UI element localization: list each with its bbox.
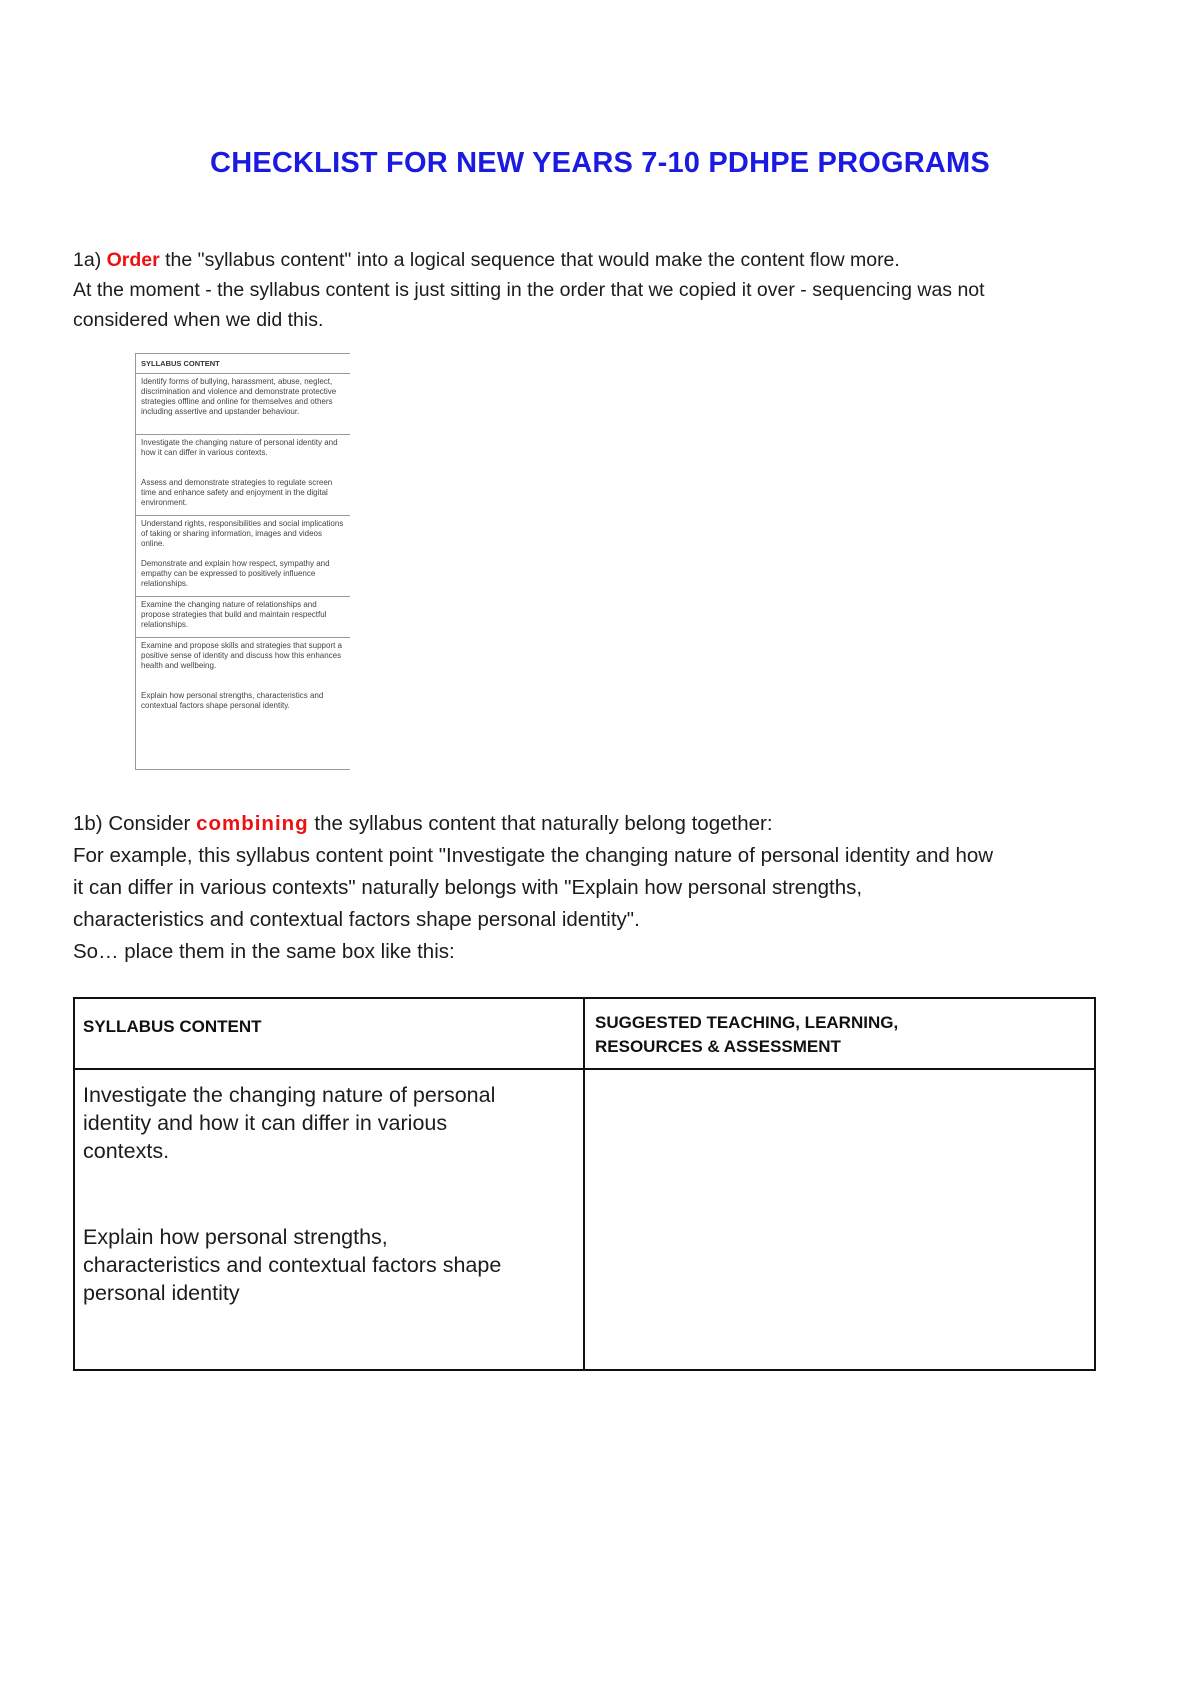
- section-1b-prefix: 1b) Consider: [73, 812, 197, 835]
- table-cell-line: personal identity: [83, 1281, 240, 1305]
- table-header-divider: [75, 1068, 1094, 1070]
- thumbnail-row: Understand rights, responsibilities and social implications of taking or sharing information, images and videos online.: [141, 519, 344, 548]
- document-title: CHECKLIST FOR NEW YEARS 7-10 PDHPE PROGRAMS: [210, 147, 990, 179]
- section-1b-line1: [73, 808, 1133, 840]
- section-1a: [73, 245, 1133, 335]
- thumbnail-row: Identify forms of bullying, harassment, abuse, neglect, discrimination and violence and demonstrate protective strategies offline and online for themselves and others including assertive and upstander behaviour.: [136, 374, 350, 435]
- section-1a-prefix: 1a): [73, 249, 107, 271]
- table-header-suggested-teaching: [595, 1011, 898, 1059]
- table-column-divider: [583, 999, 585, 1369]
- section-1b-line5: So… place them in the same box like this:: [73, 940, 455, 963]
- table-header-syllabus-content: SYLLABUS CONTENT: [83, 1017, 262, 1036]
- section-1b-line3: it can differ in various contexts" naturally belongs with "Explain how personal strengths,: [73, 876, 863, 899]
- section-1a-line1: [73, 245, 1133, 275]
- syllabus-content-thumbnail: [135, 353, 350, 770]
- keyword-combining: combining: [196, 812, 309, 835]
- thumbnail-row: Examine and propose skills and strategies that support a positive sense of identity and discuss how this enhances health and wellbeing.: [141, 641, 343, 670]
- thumbnail-row: Demonstrate and explain how respect, sympathy and empathy can be expressed to positively influence relationships.: [136, 556, 350, 597]
- thumbnail-row: Assess and demonstrate strategies to regulate screen time and enhance safety and enjoyment in the digital environment.: [136, 475, 350, 516]
- table-cell-line: identity and how it can differ in various: [83, 1111, 448, 1135]
- keyword-order: Order: [106, 249, 160, 271]
- section-1b-line4: characteristics and contextual factors shape personal identity".: [73, 908, 640, 931]
- table-cell-syllabus-content: [83, 1081, 553, 1307]
- thumbnail-row: Investigate the changing nature of personal identity and how it can differ in various contexts.: [141, 438, 338, 457]
- thumbnail-header: SYLLABUS CONTENT: [136, 354, 350, 374]
- example-table: [73, 997, 1096, 1371]
- thumbnail-row: Examine the changing nature of relationships and propose strategies that build and maintain respectful relationships.: [136, 597, 350, 638]
- section-1a-line3: considered when we did this.: [73, 309, 324, 331]
- table-header-line: RESOURCES & ASSESSMENT: [595, 1037, 841, 1056]
- table-header-line: SUGGESTED TEACHING, LEARNING,: [595, 1013, 899, 1032]
- table-cell-line: Investigate the changing nature of personal: [83, 1083, 496, 1107]
- table-cell-line: characteristics and contextual factors shape: [83, 1253, 502, 1277]
- table-cell-line: Explain how personal strengths,: [83, 1225, 388, 1249]
- section-1a-line2: At the moment - the syllabus content is just sitting in the order that we copied it over - sequencing was not: [73, 279, 985, 301]
- section-1b: [73, 808, 1133, 968]
- section-1b-rest: the syllabus content that naturally belong together:: [308, 812, 773, 835]
- section-1a-rest: the "syllabus content" into a logical sequence that would make the content flow more.: [159, 249, 900, 271]
- table-cell-line: contexts.: [83, 1139, 170, 1163]
- thumbnail-row: Explain how personal strengths, characteristics and contextual factors shape personal identity.: [141, 691, 324, 710]
- table-cell-spacer: [83, 1165, 553, 1223]
- section-1b-line2: For example, this syllabus content point "Investigate the changing nature of personal identity and how: [73, 844, 994, 867]
